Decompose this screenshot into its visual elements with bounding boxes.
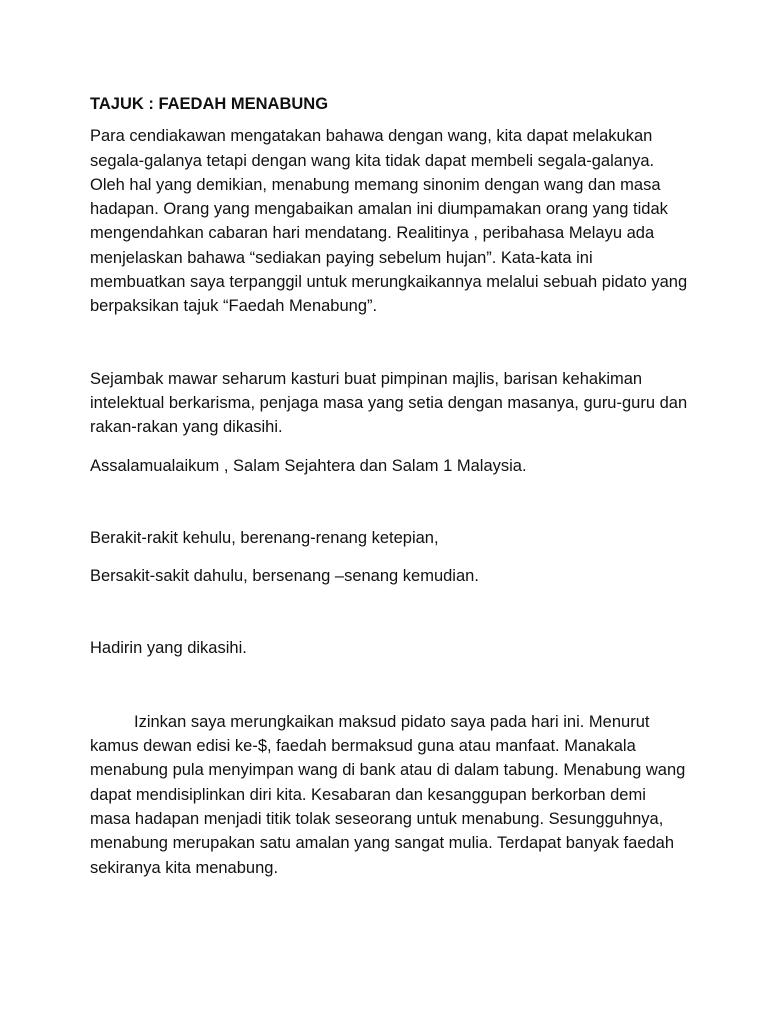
paragraph-body: Izinkan saya merungkaikan maksud pidato saya pada hari ini. Menurut kamus dewan edisi ke-$, faedah bermaksud guna atau manfaat. Manakala menabung pula menyimpan wang di bank atau di dalam tabung. Menabung wang dapat mendisiplinkan diri kita. Kesabaran dan kesanggupan berkorban demi masa hadapan menjadi titik tolak seseorang untuk menabung. Sesungguhnya, menabung merupakan satu amalan yang sangat mulia. Terdapat banyak faedah sekiranya kita menabung. (90, 712, 686, 877)
document-title: TAJUK : FAEDAH MENABUNG (90, 95, 329, 113)
paragraph-salutation: Assalamualaikum , Salam Sejahtera dan Salam 1 Malaysia. (90, 456, 527, 475)
pantun-line-1: Berakit-rakit kehulu, berenang-renang ketepian, (90, 528, 439, 547)
pantun-line-2: Bersakit-sakit dahulu, bersenang –senang kemudian. (90, 567, 479, 586)
paragraph-address: Hadirin yang dikasihi. (90, 639, 247, 658)
paragraph-introduction: Para cendiakawan mengatakan bahawa dengan wang, kita dapat melakukan segala-galanya tetapi dengan wang kita tidak dapat membeli segala-galanya. Oleh hal yang demikian, menabung memang sinonim dengan wang dan masa hadapan. Orang yang mengabaikan amalan ini diumpamakan orang yang tidak mengendahkan cabaran hari mendatang. Realitinya , peribahasa Melayu ada menjelaskan bahawa “sediakan paying sebelum hujan”. Kata-kata ini membuatkan saya terpanggil untuk merungkaikannya melalui sebuah pidato yang berpaksikan tajuk “Faedah Menabung”. (90, 127, 688, 316)
paragraph-greeting-audience: Sejambak mawar seharum kasturi buat pimpinan majlis, barisan kehakiman intelektual berkarisma, penjaga masa yang setia dengan masanya, guru-guru dan rakan-rakan yang dikasihi. (90, 369, 688, 437)
document-page (90, 92, 690, 880)
